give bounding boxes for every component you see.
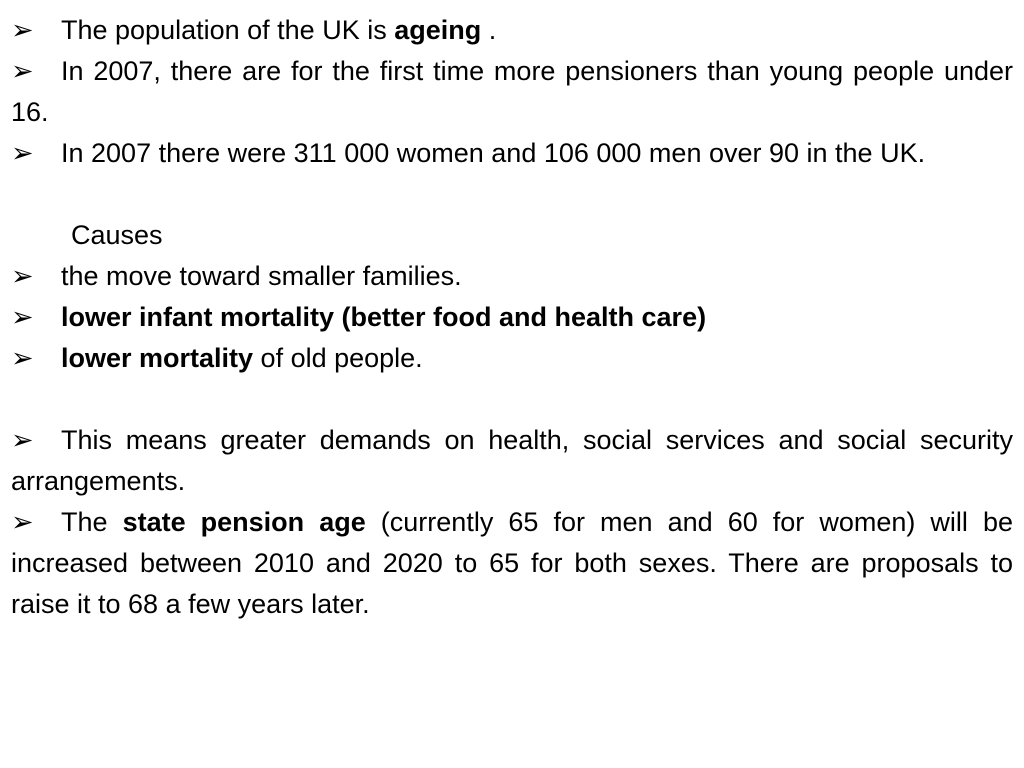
consequences-list [11, 420, 1013, 625]
arrow-bullet-icon: ➢ [11, 507, 34, 537]
arrow-bullet-icon: ➢ [11, 56, 34, 86]
text: In 2007, there are for the first time more pensioners than young people under 16. [11, 56, 1013, 127]
text: The [61, 507, 123, 537]
text: In 2007 there were 311 000 women and 106 000 men over 90 in the UK. [61, 138, 926, 168]
bullet-item [11, 297, 1013, 338]
arrow-bullet-icon: ➢ [11, 138, 34, 168]
text: . [481, 15, 497, 45]
bullet-item [11, 10, 1013, 51]
bullet-item [11, 502, 1013, 625]
text: the move toward smaller families. [61, 261, 462, 291]
text: This means greater demands on health, social services and social security arrangements. [11, 425, 1013, 496]
text: The population of the UK is [61, 15, 395, 45]
text: (currently 65 for men and 60 for women) will be increased between 2010 and 2020 to 65 for both sexes. There are proposals to raise it to 68 a few years later. [11, 507, 1013, 619]
causes-heading: Causes [71, 220, 163, 250]
bold-text: ageing [394, 15, 482, 45]
bold-text: lower infant mortality (better food and health care) [61, 302, 707, 332]
causes-list [11, 256, 1013, 379]
bullet-item [11, 133, 1013, 174]
text: of old people. [253, 343, 423, 373]
arrow-bullet-icon: ➢ [11, 15, 34, 45]
spacer [11, 174, 1013, 215]
intro-list [11, 10, 1013, 174]
arrow-bullet-icon: ➢ [11, 343, 34, 373]
arrow-bullet-icon: ➢ [11, 302, 34, 332]
bullet-item [11, 51, 1013, 133]
spacer [11, 379, 1013, 420]
bold-text: lower mortality [61, 343, 254, 373]
arrow-bullet-icon: ➢ [11, 261, 34, 291]
bullet-item [11, 338, 1013, 379]
bullet-item [11, 420, 1013, 502]
bold-text: state pension age [122, 507, 366, 537]
arrow-bullet-icon: ➢ [11, 425, 34, 455]
bullet-item [11, 256, 1013, 297]
slide-body [11, 10, 1013, 625]
